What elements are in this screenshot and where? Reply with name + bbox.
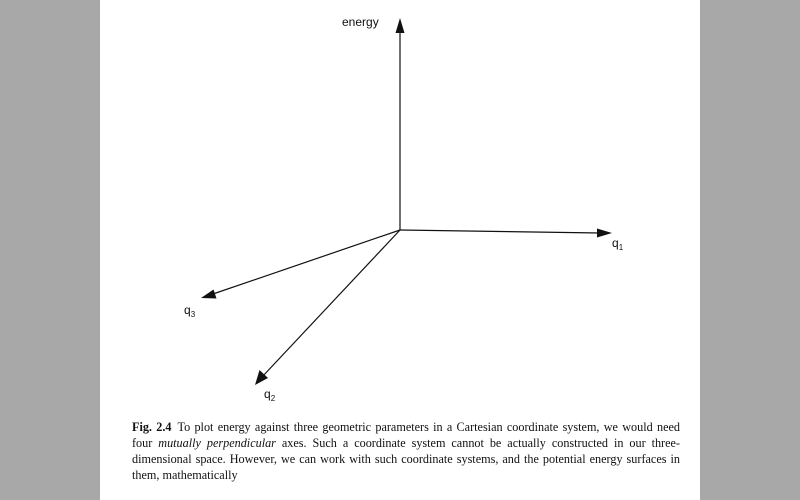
- q1-axis-arrowhead-icon: [597, 229, 612, 238]
- q2-axis-letter: q: [264, 387, 271, 401]
- q1-axis-label: [612, 236, 624, 252]
- q3-axis-arrowhead-icon: [201, 290, 217, 299]
- q2-axis-line: [262, 230, 400, 377]
- q2-axis-subscript: 2: [270, 394, 276, 403]
- q3-axis-label: [184, 303, 196, 319]
- book-page: [100, 0, 700, 500]
- axes-diagram: [100, 0, 700, 410]
- caption-text-start: To plot energy against three geometric parameters in a Cartesian coordinate system, we would need four: [132, 420, 680, 450]
- figure-number: Fig. 2.4: [132, 420, 172, 434]
- energy-axis-arrowhead-icon: [396, 18, 405, 33]
- q3-axis-subscript: 3: [190, 310, 196, 319]
- q1-axis-subscript: 1: [618, 243, 624, 252]
- q1-axis-letter: q: [612, 236, 619, 250]
- q3-axis-line: [210, 230, 400, 295]
- q3-axis-letter: q: [184, 303, 191, 317]
- caption-text-end: axes. Such a coordinate system cannot be actually constructed in our three-dimensional space. However, we can work with such coordinate systems, and the potential energy surfaces in them, mathematically: [132, 436, 680, 482]
- caption-emphasis: mutually perpendicular: [158, 436, 276, 450]
- q1-axis-line: [400, 230, 600, 233]
- figure-caption: [132, 419, 680, 483]
- energy-axis-label: energy: [342, 15, 379, 29]
- q2-axis-label: [264, 387, 276, 403]
